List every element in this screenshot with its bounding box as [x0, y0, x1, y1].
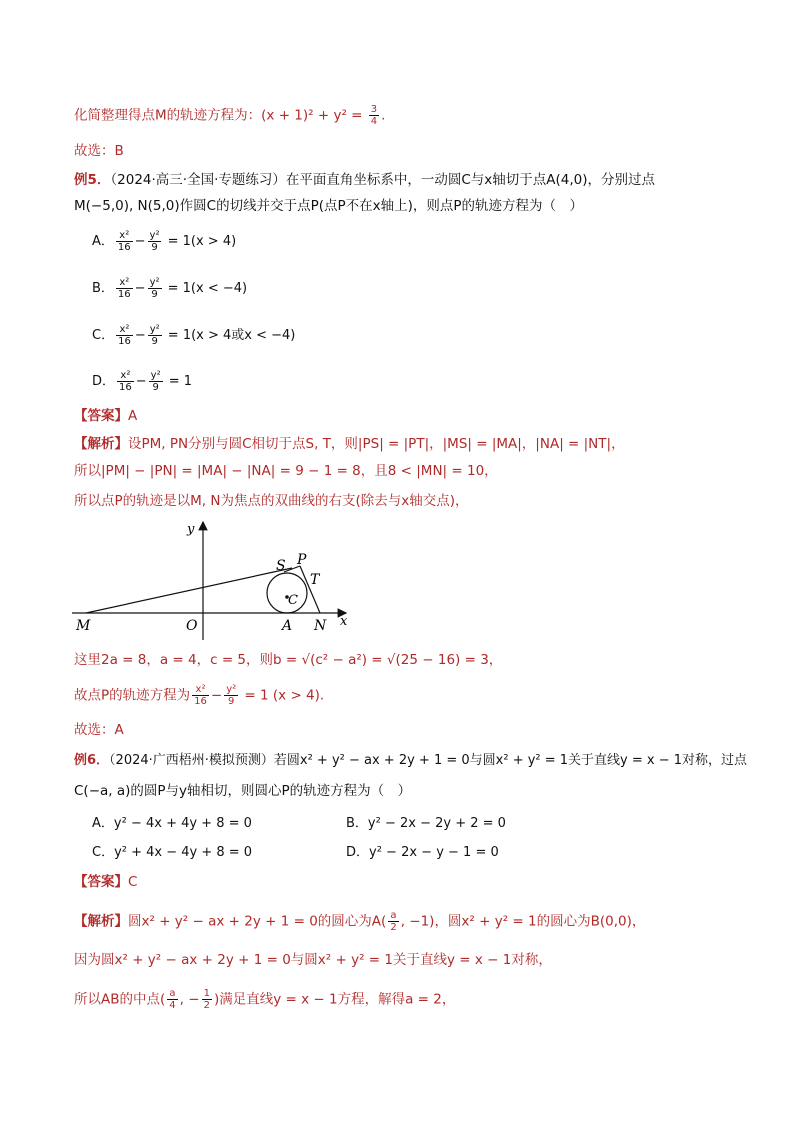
circle-c [267, 573, 307, 613]
label-s: S [276, 558, 286, 574]
example5-answer: 【答案】A [74, 408, 138, 424]
previous-answer: 故选：B [74, 143, 124, 159]
label-n: N [314, 618, 327, 634]
hyperbola-tangent-figure [0, 510, 794, 640]
example5-option-d[interactable]: D． $\frac{\text{x²}}{16}$ − $\frac{\text{y²}}{9}$ = 1 [92, 370, 193, 393]
example6-solution-line3: 所以AB的中点( $\frac{a}{4}$ , − $\frac{1}{2}$ )满足直线y = x − 1方程，解得a = 2， [74, 988, 456, 1011]
example6-option-d[interactable]: D．y² − 2x − y − 1 = 0 [346, 845, 499, 860]
example5-option-c[interactable]: C． $\frac{\text{x²}}{16}$ − $\frac{\text{y²}}{9}$ = 1(x > 4或x < −4) [92, 324, 296, 347]
label-y: y [187, 522, 195, 537]
example6-answer: 【答案】C [74, 874, 138, 890]
label-x: x [340, 614, 348, 629]
fraction-three-quarters: $\frac{3}{4}$ [370, 104, 378, 127]
example6-question-line1: 例6．（2024·广西梧州·模拟预测）若圆x² + y² − ax + 2y + 1 = 0与圆x² + y² = 1关于直线y = x − 1对称，过点 [74, 753, 748, 768]
example6-question-line2: C(−a, a)的圆P与y轴相切，则圆心P的轨迹方程为（ ） [74, 783, 412, 799]
segment-mp [86, 568, 292, 613]
label-c: C [288, 593, 298, 608]
example6-option-a[interactable]: A．y² − 4x + 4y + 8 = 0 [92, 816, 252, 831]
example5-option-b[interactable]: B． $\frac{\text{x²}}{16}$ − $\frac{\text{y²}}{9}$ = 1(x < −4) [92, 277, 248, 300]
example5-solution-line1: 【解析】设PM, PN分别与圆C相切于点S, T，则|PS| = |PT|，|MS| = |MA|，|NA| = |NT|， [74, 436, 625, 452]
example5-question-line1: 例5．（2024·高三·全国·专题练习）在平面直角坐标系中，一动圆C与x轴切于点A(4,0)，分别过点 [74, 172, 656, 188]
example6-option-b[interactable]: B．y² − 2x − 2y + 2 = 0 [346, 816, 506, 831]
example6-option-c[interactable]: C．y² + 4x − 4y + 8 = 0 [92, 845, 253, 860]
example5-option-a[interactable]: A． $\frac{\text{x²}}{16}$ − $\frac{\text{y²}}{9}$ = 1(x > 4) [92, 230, 237, 253]
label-o: O [186, 618, 198, 634]
label-m: M [76, 618, 91, 634]
label-t: T [310, 572, 320, 588]
example5-question-line2: M(−5,0), N(5,0)作圆C的切线并交于点P(点P不在x轴上)，则点P的轨迹方程为（ ） [74, 198, 584, 214]
example5-solution-line3: 所以点P的轨迹是以M, N为焦点的双曲线的右支(除去与x轴交点)， [74, 493, 469, 509]
example5-solution-line5: 故点P的轨迹方程为 $\frac{\text{x²}}{16}$ − $\frac{\text{y²}}{9}$ = 1 (x > 4). [74, 684, 325, 707]
example5-solution-line2: 所以|PM| − |PN| = |MA| − |NA| = 9 − 1 = 8，且8 < |MN| = 10， [74, 463, 498, 479]
example5-choose: 故选：A [74, 722, 124, 738]
example6-solution-line1: 【解析】圆x² + y² − ax + 2y + 1 = 0的圆心为A( $\frac{a}{2}$ , −1)，圆x² + y² = 1的圆心为B(0,0)， [74, 910, 646, 933]
label-p: P [297, 552, 307, 568]
example5-solution-line4: 这里2a = 8，a = 4，c = 5，则b = √(c² − a²) = √(25 − 16) = 3， [74, 652, 503, 668]
simplification-line: 化简整理得点M的轨迹方程为：(x + 1)² + y² = $\frac{3}{4}$ . [74, 104, 386, 127]
example6-solution-line2: 因为圆x² + y² − ax + 2y + 1 = 0与圆x² + y² = 1关于直线y = x − 1对称， [74, 952, 552, 968]
label-a: A [282, 618, 293, 634]
